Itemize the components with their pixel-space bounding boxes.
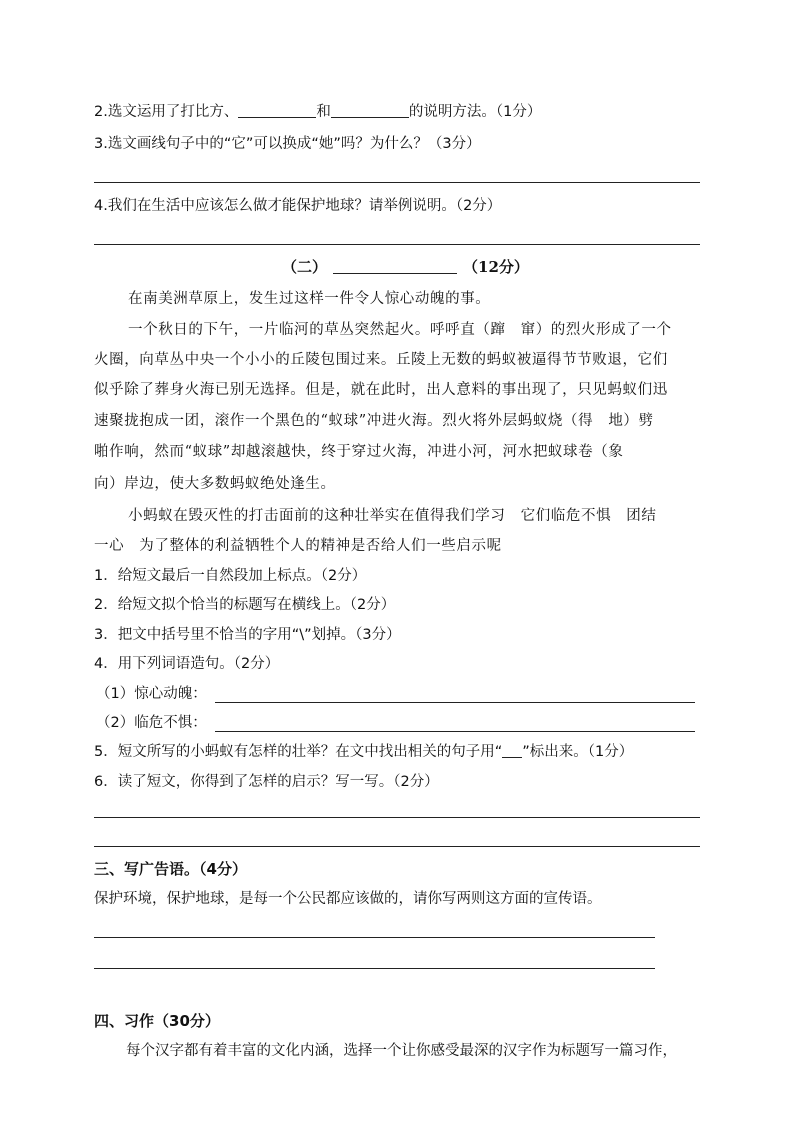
passage2-line-5: 速聚拢抱成一团，滚作一个黑色的“蚁球”冲进火海。烈火将外层蚂蚁烧（得 地）劈 (94, 413, 654, 429)
section4-prompt: 每个汉字都有着丰富的文化内涵，选择一个让你感受最深的汉字作为标题写一篇习作， (126, 1043, 677, 1059)
q2-text-before: 2.选文运用了打比方、 (94, 104, 239, 120)
q2-blank-1[interactable] (238, 103, 316, 118)
slogan-line-2[interactable] (94, 968, 655, 969)
slogan-line-1[interactable] (94, 937, 655, 938)
sentence-1-label: （1）惊心动魄： (96, 686, 207, 702)
q3-answer-line[interactable] (94, 182, 700, 183)
section4-title: 四、习作（30分） (94, 1012, 220, 1030)
sentence-2-line[interactable] (215, 731, 695, 732)
passage2-line-4: 似乎除了葬身火海已别无选择。但是，就在此时，出人意料的事出现了，只见蚂蚁们迅 (94, 382, 668, 398)
passage2-line-2: 一个秋日的下午，一片临河的草丛突然起火。呼呼直（蹿 窜）的烈火形成了一个 (128, 322, 672, 338)
q2-blank-2[interactable] (331, 103, 409, 118)
passage2-number: （二） (282, 258, 328, 276)
passage2-question-5 (94, 742, 633, 762)
section3-title: 三、写广告语。（4分） (94, 860, 247, 878)
passage2-title-blank[interactable] (333, 259, 457, 274)
passage2-line-7: 向）岸边，使大多数蚂蚁绝处逢生。 (94, 476, 336, 492)
passage2-question-3: 3．把文中括号里不恰当的字用“\”划掉。（3分） (94, 627, 401, 643)
passage2-question-2: 2．给短文拟个恰当的标题写在横线上。（2分） (94, 597, 396, 613)
passage2-heading (282, 257, 529, 277)
sentence-1-line[interactable] (215, 702, 695, 703)
q2-text-mid: 和 (316, 104, 331, 120)
passage2-line-1: 在南美洲草原上，发生过这样一件令人惊心动魄的事。 (128, 291, 491, 307)
passage2-line-9: 一心 为了整体的利益牺牲个人的精神是否给人们一些启示呢 (94, 538, 502, 554)
question-2 (94, 102, 541, 122)
q5-underline-sample (502, 743, 522, 758)
q5-text-after: ”标出来。（1分） (522, 744, 634, 760)
q6-answer-line-2[interactable] (94, 846, 700, 847)
passage2-score: （12分） (463, 258, 529, 276)
passage2-question-6: 6．读了短文，你得到了怎样的启示？写一写。（2分） (94, 774, 439, 790)
q5-text-before: 5．短文所写的小蚂蚁有怎样的壮举？在文中找出相关的句子用“ (94, 744, 503, 760)
q2-text-after: 的说明方法。（1分） (408, 104, 542, 120)
sentence-2-label: （2）临危不惧： (96, 715, 207, 731)
passage2-line-8: 小蚂蚁在毁灭性的打击面前的这种壮举实在值得我们学习 它们临危不惧 团结 (128, 508, 657, 524)
section3-prompt: 保护环境，保护地球，是每一个公民都应该做的，请你写两则这方面的宣传语。 (94, 891, 602, 907)
passage2-question-4: 4．用下列词语造句。（2分） (94, 656, 280, 672)
q6-answer-line-1[interactable] (94, 817, 700, 818)
question-4: 4.我们在生活中应该怎么做才能保护地球？请举例说明。（2分） (94, 198, 502, 214)
passage2-line-3: 火圈，向草丛中央一个小小的丘陵包围过来。丘陵上无数的蚂蚁被逼得节节败退，它们 (94, 352, 668, 368)
passage2-question-1: 1．给短文最后一自然段加上标点。（2分） (94, 568, 367, 584)
q4-answer-line[interactable] (94, 244, 700, 245)
question-3: 3.选文画线句子中的“它”可以换成“她”吗？为什么？（3分） (94, 136, 481, 152)
passage2-line-6: 啪作响，然而“蚁球”却越滚越快，终于穿过火海，冲进小河，河水把蚁球卷（象 (94, 444, 624, 460)
